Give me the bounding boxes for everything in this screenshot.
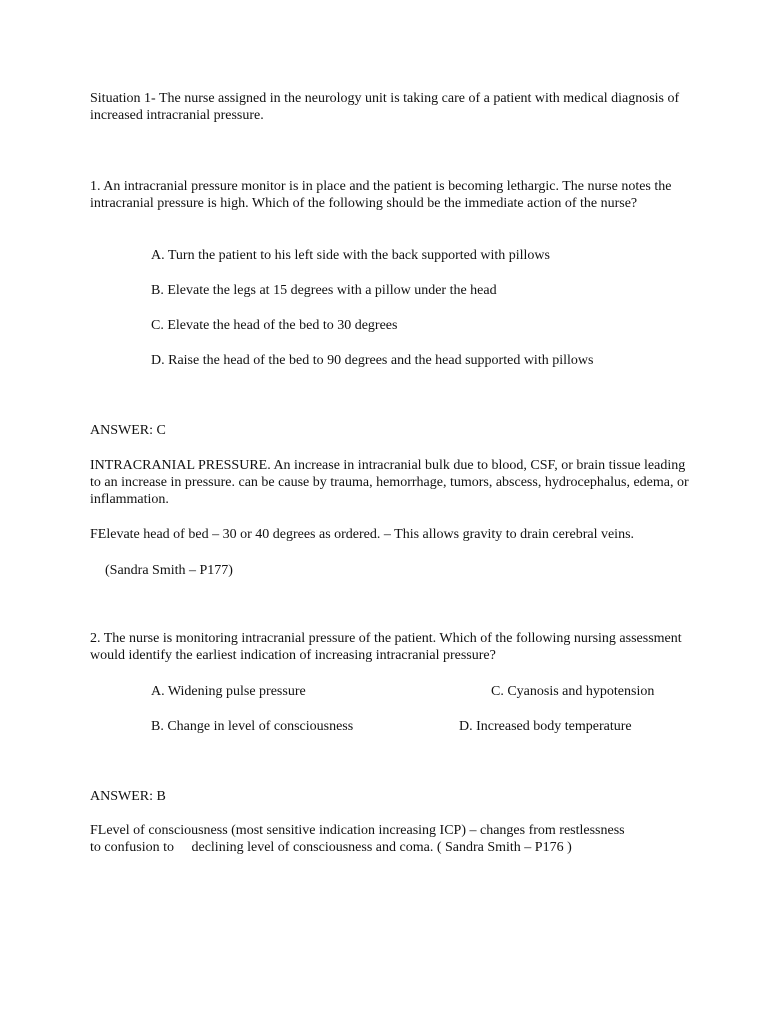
q1-option-c: C. Elevate the head of the bed to 30 degrees	[151, 318, 398, 333]
q2-rationale-line-2: to confusion to declining level of consciousness and coma. ( Sandra Smith – P176 )	[90, 840, 572, 855]
q2-option-a: A. Widening pulse pressure	[151, 684, 306, 699]
q1-option-a: A. Turn the patient to his left side with the back supported with pillows	[151, 248, 550, 263]
q1-answer: ANSWER: C	[90, 423, 166, 438]
q2-option-b: B. Change in level of consciousness	[151, 719, 354, 734]
q2-rationale-line-1: FLevel of consciousness (most sensitive indication increasing ICP) – changes from restlessness	[90, 823, 625, 838]
q2-answer: ANSWER: B	[90, 789, 166, 804]
situation-text: Situation 1- The nurse assigned in the neurology unit is taking care of a patient with medical diagnosis of increased intracranial pressure.	[90, 91, 680, 123]
q2-option-d: D. Increased body temperature	[459, 719, 632, 734]
q1-rationale-note: FElevate head of bed – 30 or 40 degrees as ordered. – This allows gravity to drain cerebral veins.	[90, 527, 635, 542]
q1-reference: (Sandra Smith – P177)	[105, 563, 233, 578]
q1-option-d: D. Raise the head of the bed to 90 degrees and the head supported with pillows	[151, 353, 594, 368]
q1-rationale: INTRACRANIAL PRESSURE. An increase in intracranial bulk due to blood, CSF, or brain tissue leading to an increase in pressure. can be cause by trauma, hemorrhage, tumors, abscess, hydrocephalus, edema, or inflammation.	[90, 458, 689, 507]
question-2-text: 2. The nurse is monitoring intracranial pressure of the patient. Which of the following nursing assessment would identify the earliest indication of increasing intracranial pressure?	[90, 631, 682, 663]
q1-option-b: B. Elevate the legs at 15 degrees with a pillow under the head	[151, 283, 497, 298]
question-1-text: 1. An intracranial pressure monitor is in place and the patient is becoming lethargic. The nurse notes the intracranial pressure is high. Which of the following should be the immediate action of the nurse?	[90, 179, 672, 211]
q2-option-c: C. Cyanosis and hypotension	[491, 684, 655, 699]
